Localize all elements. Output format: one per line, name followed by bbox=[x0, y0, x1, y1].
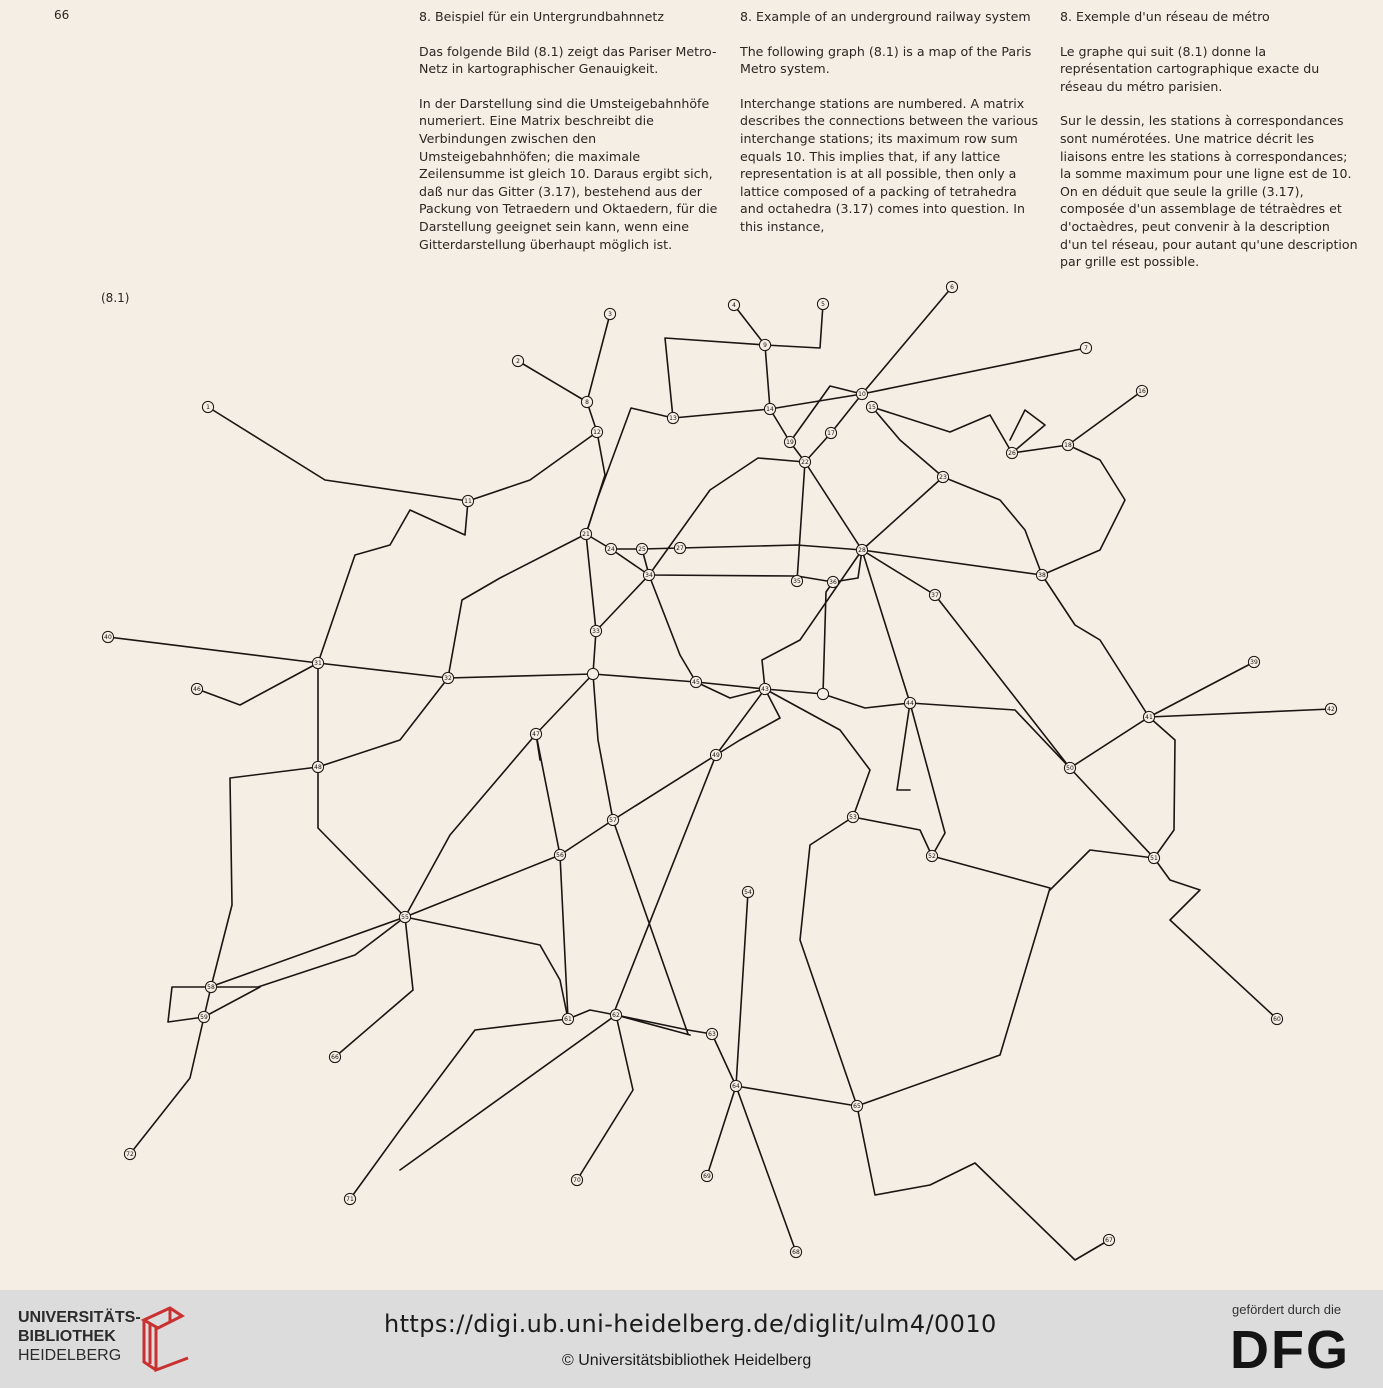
station-node bbox=[191, 683, 202, 694]
track-segment bbox=[1042, 575, 1149, 717]
station-number: 6 bbox=[950, 283, 954, 291]
station-node bbox=[856, 388, 867, 399]
track-segment bbox=[400, 1015, 616, 1170]
station-node bbox=[866, 401, 877, 412]
station-number: 4 bbox=[732, 301, 736, 309]
station-number: 16 bbox=[1138, 387, 1146, 395]
station-number: 44 bbox=[906, 699, 914, 707]
track-segment bbox=[1070, 717, 1149, 768]
track-segment bbox=[734, 305, 765, 345]
track-segment bbox=[1070, 768, 1154, 858]
track-segment bbox=[1154, 858, 1277, 1019]
track-segment bbox=[318, 663, 405, 917]
station-node bbox=[124, 1148, 135, 1159]
station-node bbox=[643, 569, 654, 580]
station-node bbox=[530, 728, 541, 739]
station-number: 23 bbox=[939, 473, 947, 481]
station-node bbox=[759, 683, 770, 694]
track-segment bbox=[649, 458, 805, 575]
station-node bbox=[462, 495, 473, 506]
permalink-url[interactable]: https://digi.ub.uni-heidelberg.de/diglit/ulm4/0010 bbox=[384, 1310, 997, 1338]
station-number: 5 bbox=[821, 300, 825, 308]
station-node bbox=[1271, 1013, 1282, 1024]
station-node bbox=[102, 631, 113, 642]
track-segment bbox=[593, 674, 688, 1034]
station-number: 67 bbox=[1105, 1236, 1113, 1244]
station-node bbox=[580, 528, 591, 539]
track-segment bbox=[208, 407, 468, 501]
track-segment bbox=[448, 534, 586, 678]
station-number: 32 bbox=[444, 674, 452, 682]
track-segment bbox=[862, 550, 1042, 575]
track-segment bbox=[616, 1015, 736, 1086]
track-segment bbox=[204, 917, 405, 1017]
station-node bbox=[946, 281, 957, 292]
track-segment bbox=[765, 345, 770, 409]
track-segment bbox=[857, 856, 1050, 1106]
track-segment bbox=[665, 338, 765, 418]
track-segment bbox=[857, 1106, 1109, 1260]
track-segment bbox=[872, 407, 943, 477]
track-segment bbox=[897, 703, 910, 790]
station-number: 66 bbox=[331, 1053, 339, 1061]
station-number: 45 bbox=[692, 678, 700, 686]
station-node bbox=[1325, 703, 1336, 714]
station-number: 72 bbox=[126, 1150, 134, 1158]
track-segment bbox=[130, 1017, 204, 1154]
station-number: 36 bbox=[829, 578, 837, 586]
copyright-notice: © Universitätsbibliothek Heidelberg bbox=[562, 1352, 812, 1369]
station-number: 33 bbox=[592, 627, 600, 635]
station-number: 60 bbox=[1273, 1015, 1281, 1023]
station-number: 15 bbox=[868, 403, 876, 411]
station-number: 52 bbox=[928, 852, 936, 860]
track-segment bbox=[762, 550, 862, 689]
station-node bbox=[1148, 852, 1159, 863]
station-number: 35 bbox=[793, 577, 801, 585]
track-segment bbox=[405, 734, 536, 917]
library-name-line-2: BIBLIOTHEK bbox=[18, 1328, 116, 1345]
station-number: 58 bbox=[207, 983, 215, 991]
station-number: 38 bbox=[1038, 571, 1046, 579]
track-segment bbox=[468, 432, 597, 501]
station-number: 13 bbox=[669, 414, 677, 422]
station-number: 1 bbox=[206, 403, 210, 411]
station-node bbox=[1064, 762, 1075, 773]
station-node bbox=[636, 543, 647, 554]
funder-caption: gefördert durch die bbox=[1232, 1302, 1342, 1317]
english-heading: 8. Example of an underground railway system bbox=[740, 9, 1031, 24]
track-segment bbox=[350, 1019, 568, 1199]
track-segment bbox=[823, 550, 862, 694]
french-paragraph-2: Sur le dessin, les stations à correspondances sont numérotées. Une matrice décrit les liaisons entre les stations à correspondances; la somme maximum pour une ligne est de 10. On en déduit que seule la grille (3.17), composée d'un assemblage de tétraèdres et d'octaèdres, peut convenir à la description d'un tel réseau, pour autant qu'une description par grille est possible. bbox=[1060, 113, 1358, 270]
station-node bbox=[610, 1009, 621, 1020]
station-number: 65 bbox=[853, 1102, 861, 1110]
station-node bbox=[926, 850, 937, 861]
german-paragraph-1: Das folgende Bild (8.1) zeigt das Pariser Metro-Netz in kartographischer Genauigkeit. bbox=[419, 43, 717, 77]
track-segment bbox=[770, 409, 805, 462]
station-number: 10 bbox=[858, 390, 866, 398]
station-number: 62 bbox=[612, 1011, 620, 1019]
library-logo-icon bbox=[140, 1302, 192, 1374]
track-segment bbox=[211, 678, 448, 987]
station-node bbox=[590, 625, 601, 636]
station-node bbox=[929, 589, 940, 600]
station-number: 28 bbox=[858, 546, 866, 554]
track-segment bbox=[872, 407, 1045, 453]
page-number: 66 bbox=[54, 8, 70, 22]
track-segment bbox=[910, 703, 945, 856]
station-number: 61 bbox=[564, 1015, 572, 1023]
german-heading: 8. Beispiel für ein Untergrundbahnnetz bbox=[419, 9, 664, 24]
station-node bbox=[847, 811, 858, 822]
station-node bbox=[605, 543, 616, 554]
network-stations bbox=[102, 281, 1336, 1257]
station-number: 47 bbox=[532, 730, 540, 738]
station-node bbox=[1062, 439, 1073, 450]
track-segment bbox=[862, 477, 943, 550]
track-segment bbox=[616, 1015, 690, 1035]
station-node bbox=[674, 542, 685, 553]
station-number: 12 bbox=[593, 428, 601, 436]
station-number: 22 bbox=[801, 458, 809, 466]
station-number: 46 bbox=[193, 685, 201, 693]
station-number: 50 bbox=[1066, 764, 1074, 772]
track-segment bbox=[108, 637, 765, 689]
station-number: 8 bbox=[585, 398, 589, 406]
track-segment bbox=[1149, 717, 1175, 858]
station-node bbox=[784, 436, 795, 447]
station-node bbox=[1006, 447, 1017, 458]
track-segment bbox=[736, 1086, 857, 1106]
station-number: 24 bbox=[607, 545, 615, 553]
station-number: 71 bbox=[346, 1195, 354, 1203]
station-node bbox=[690, 676, 701, 687]
station-number: 7 bbox=[1084, 344, 1088, 352]
station-number: 59 bbox=[200, 1013, 208, 1021]
track-segment bbox=[518, 361, 587, 402]
station-node bbox=[312, 657, 323, 668]
french-paragraph-1: Le graphe qui suit (8.1) donne la représentation cartographique exacte du réseau du métro parisien. bbox=[1060, 43, 1320, 94]
dfg-logo: DFG bbox=[1230, 1320, 1350, 1380]
track-segment bbox=[805, 462, 862, 550]
station-node bbox=[344, 1193, 355, 1204]
station-node bbox=[512, 355, 523, 366]
station-node bbox=[1136, 385, 1147, 396]
track-segment bbox=[1050, 850, 1154, 890]
track-segment bbox=[586, 314, 610, 534]
german-paragraph-2: In der Darstellung sind die Umsteigebahnhöfe numeriert. Eine Matrix beschreibt die Verbindungen zwischen den Umsteigebahnhöfen; die maximale Zeilensumme ist gleich 10. Daraus ergibt sich, daß nur das Gitter (3.17), bestehend aus der Packung von Tetraedern und Oktaedern, für die Darstellung geeignet sein kann, wenn eine Gitterdarstellung überhaupt möglich ist. bbox=[419, 95, 718, 252]
station-node bbox=[904, 697, 915, 708]
station-number: 40 bbox=[104, 633, 112, 641]
station-number: 39 bbox=[1250, 658, 1258, 666]
station-number: 54 bbox=[744, 888, 752, 896]
station-node bbox=[701, 1170, 712, 1181]
station-node bbox=[856, 544, 867, 555]
station-node bbox=[607, 814, 618, 825]
track-segment bbox=[1012, 391, 1142, 453]
track-segment bbox=[853, 817, 932, 856]
station-number: 53 bbox=[849, 813, 857, 821]
track-segment bbox=[765, 689, 910, 708]
track-segment bbox=[800, 817, 857, 1106]
station-number: 27 bbox=[676, 544, 684, 552]
track-segment bbox=[716, 689, 780, 755]
track-segment bbox=[1149, 662, 1254, 717]
station-number: 26 bbox=[1008, 449, 1016, 457]
track-segment bbox=[736, 892, 748, 1086]
library-name bbox=[18, 1308, 141, 1365]
station-node bbox=[851, 1100, 862, 1111]
station-node bbox=[562, 1013, 573, 1024]
track-segment bbox=[943, 477, 1042, 575]
track-segment bbox=[1149, 709, 1331, 717]
station-number: 57 bbox=[609, 816, 617, 824]
unlabeled-station-circle bbox=[587, 668, 598, 679]
station-node bbox=[571, 1174, 582, 1185]
track-segment bbox=[568, 1010, 633, 1180]
station-node bbox=[728, 299, 739, 310]
track-segment bbox=[797, 462, 805, 581]
station-number: 19 bbox=[786, 438, 794, 446]
station-number: 37 bbox=[931, 591, 939, 599]
station-node bbox=[399, 911, 410, 922]
station-number: 21 bbox=[582, 530, 590, 538]
station-node bbox=[442, 672, 453, 683]
station-node bbox=[202, 401, 213, 412]
library-name-line-3: HEIDELBERG bbox=[18, 1347, 122, 1364]
track-segment bbox=[613, 755, 716, 1015]
track-segment bbox=[596, 575, 649, 631]
station-node bbox=[827, 576, 838, 587]
track-segment bbox=[765, 304, 823, 348]
footer-bar bbox=[0, 1290, 1383, 1388]
station-node bbox=[790, 1246, 801, 1257]
station-number: 3 bbox=[608, 310, 612, 318]
station-number: 17 bbox=[827, 429, 835, 437]
track-segment bbox=[210, 917, 405, 987]
english-paragraph-2: Interchange stations are numbered. A matrix describes the connections between the various interchange stations; its maximum row sum equals 10. This implies that, if any lattice representation is at all possible, then only a lattice composed of a packing of tetrahedra and octahedra (3.17) comes into question. In this instance, bbox=[740, 95, 1039, 234]
station-number: 18 bbox=[1064, 441, 1072, 449]
track-segment bbox=[1042, 445, 1125, 575]
station-number: 11 bbox=[464, 497, 472, 505]
french-heading: 8. Exemple d'un réseau de métro bbox=[1060, 9, 1270, 24]
english-paragraph-1: The following graph (8.1) is a map of the Paris Metro system. bbox=[740, 43, 1032, 77]
station-number: 69 bbox=[703, 1172, 711, 1180]
network-edges bbox=[108, 287, 1331, 1260]
track-segment bbox=[707, 1086, 736, 1176]
station-number: 48 bbox=[314, 763, 322, 771]
station-number: 34 bbox=[645, 571, 653, 579]
station-node bbox=[205, 981, 216, 992]
station-node bbox=[742, 886, 753, 897]
library-name-line-1: UNIVERSITÄTS- bbox=[18, 1309, 141, 1326]
station-number: 31 bbox=[314, 659, 322, 667]
station-number: 2 bbox=[516, 357, 520, 365]
station-node bbox=[799, 456, 810, 467]
station-node bbox=[710, 749, 721, 760]
track-segment bbox=[536, 674, 593, 1019]
track-segment bbox=[318, 501, 468, 663]
station-number: 68 bbox=[792, 1248, 800, 1256]
station-number: 56 bbox=[556, 851, 564, 859]
station-node bbox=[1248, 656, 1259, 667]
track-segment bbox=[405, 689, 765, 917]
station-number: 43 bbox=[761, 685, 769, 693]
station-number: 9 bbox=[763, 341, 767, 349]
track-segment bbox=[586, 534, 596, 674]
station-node bbox=[1143, 711, 1154, 722]
station-node bbox=[825, 427, 836, 438]
station-number: 63 bbox=[708, 1030, 716, 1038]
station-number: 51 bbox=[1150, 854, 1158, 862]
track-segment bbox=[765, 689, 870, 817]
station-number: 70 bbox=[573, 1176, 581, 1184]
station-node bbox=[581, 396, 592, 407]
station-number: 55 bbox=[401, 913, 409, 921]
track-segment bbox=[736, 1086, 796, 1252]
track-segment bbox=[910, 703, 1070, 768]
station-node bbox=[1036, 569, 1047, 580]
station-number: 64 bbox=[732, 1082, 740, 1090]
station-node bbox=[706, 1028, 717, 1039]
station-number: 41 bbox=[1145, 713, 1153, 721]
station-number: 42 bbox=[1327, 705, 1335, 713]
station-number: 14 bbox=[766, 405, 774, 413]
track-segment bbox=[197, 663, 318, 705]
station-node bbox=[791, 575, 802, 586]
station-node bbox=[198, 1011, 209, 1022]
track-segment bbox=[862, 550, 910, 703]
station-node bbox=[554, 849, 565, 860]
track-segment bbox=[586, 534, 862, 550]
station-node bbox=[937, 471, 948, 482]
track-segment bbox=[405, 917, 568, 1019]
figure-label: (8.1) bbox=[101, 291, 130, 305]
unlabeled-station-circle bbox=[817, 688, 828, 699]
station-node bbox=[329, 1051, 340, 1062]
station-node bbox=[604, 308, 615, 319]
station-node bbox=[764, 403, 775, 414]
station-node bbox=[817, 298, 828, 309]
station-node bbox=[312, 761, 323, 772]
station-node bbox=[1103, 1234, 1114, 1245]
station-node bbox=[759, 339, 770, 350]
station-node bbox=[730, 1080, 741, 1091]
station-number: 25 bbox=[638, 545, 646, 553]
station-node bbox=[1080, 342, 1091, 353]
station-node bbox=[667, 412, 678, 423]
station-number: 49 bbox=[712, 751, 720, 759]
station-node bbox=[591, 426, 602, 437]
